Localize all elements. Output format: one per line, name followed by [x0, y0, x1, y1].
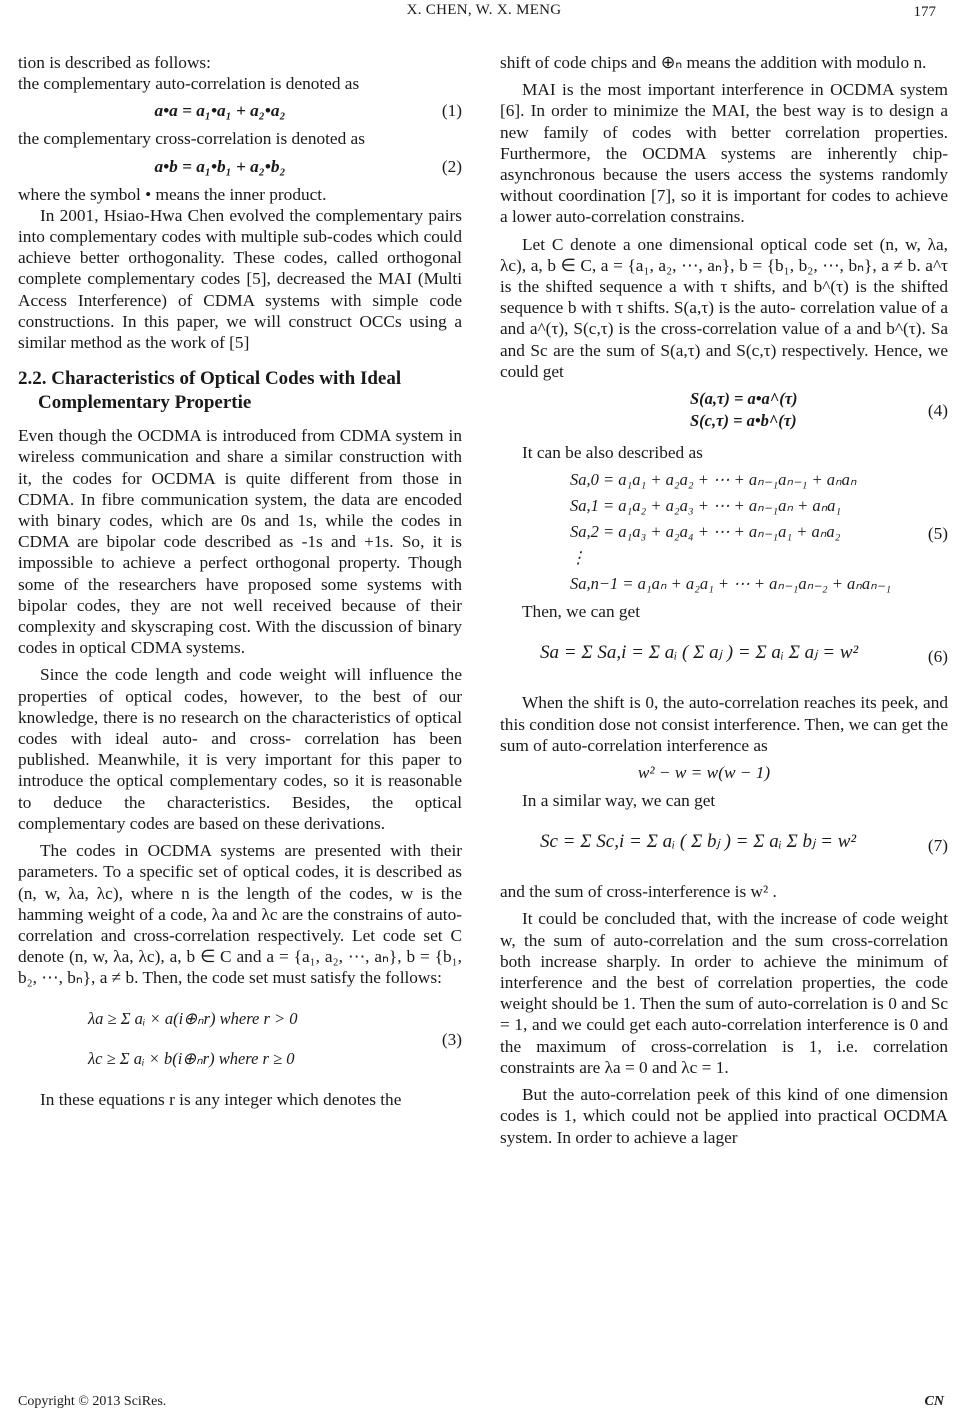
equation-body: a•b = a₁•b₁ + a₂•b₂ — [154, 156, 286, 176]
paragraph: Even though the OCDMA is introduced from CDMA system in wireless communication and share a similar construction with it, the codes for OCDMA is quite different from those in CDMA. In fibre communication system, the data are encoded with binary codes, which are 0s and 1s, while the codes in CDMA are bipolar code described as -1s and +1s. So, it is impossible to achieve a perfect orthogonal property. Though some of the researchers have proposed some systems with bipolar codes, they are not well received because of their complexity and skyscraping cost. With the discussion of binary codes in optical CDMA systems. — [18, 426, 462, 658]
equation-1 — [18, 94, 462, 128]
equation-body: Sc = Σ Sc,i = Σ aᵢ ( Σ bⱼ ) = Σ aᵢ Σ bⱼ = w² — [540, 831, 857, 853]
page-number: 177 — [913, 4, 936, 20]
running-title: X. CHEN, W. X. MENG — [406, 2, 562, 18]
paragraph: The codes in OCDMA systems are presented with their parameters. To a specific set of optical codes, it is described as (n, w, λa, λc), where n is the length of the codes, w is the hamming weight of a code, λa and λc are the constrains of auto-correlation and cross-correlation respectively. Let code set C denote (n, w, λa, λc), a, b ∈ C and a = {a₁, a₂, ⋯, aₙ}, b = {b₁, b₂, ⋯, bₙ}, a ≠ b. Then, the code set must satisfy the follows: — [18, 841, 462, 988]
paragraph: In a similar way, we can get — [522, 791, 716, 811]
equation-line: Sa,n−1 = a₁aₙ + a₂a₁ + ⋯ + aₙ₋₁aₙ₋₂ + aₙaₙ₋₁ — [570, 574, 892, 594]
equation-line: ⋮ — [570, 548, 587, 568]
equation-2 — [18, 150, 462, 184]
paragraph: where the symbol • means the inner product. — [18, 184, 327, 204]
equation-line: S(c,τ) = a•b^(τ) — [690, 411, 797, 431]
paragraph: When the shift is 0, the auto-correlation reaches its peek, and this condition dose not consist interference. Then, we can get the sum of auto-correlation interference as — [500, 693, 948, 755]
equation-number: (3) — [441, 1029, 462, 1049]
paragraph: It can be also described as — [522, 443, 703, 463]
paragraph: In these equations r is any integer which denotes the — [40, 1089, 402, 1109]
equation-5 — [500, 467, 948, 601]
paragraph: In 2001, Hsiao-Hwa Chen evolved the complementary pairs into complementary codes with multiple sub-codes which could achieve better orthogonality. These codes, called orthogonal complete complementary codes [5], decreased the MAI (Multi Access Interference) of CDMA systems with simple code constructions. In this paper, we will construct OCCs using a similar method as the work of [5] — [18, 205, 462, 353]
paragraph: the complementary auto-correlation is denoted as — [18, 74, 360, 94]
paragraph: Since the code length and code weight will influence the properties of optical codes, however, to the best of our knowledge, there is no research on the characteristics of optical codes with ideal auto- and cross- correlation has been published. Meanwhile, it is very important for this paper to introduce the optical complementary codes, so it is reasonable to deduce the characteristics. Besides, the optical complementary codes are based on these derivations. — [18, 665, 462, 833]
paragraph: tion is described as follows: — [18, 53, 211, 72]
page-header — [0, 0, 968, 30]
equation-line: λc ≥ Σ aᵢ × b(i⊕ₙr) where r ≥ 0 — [88, 1048, 295, 1068]
equation-3 — [18, 989, 462, 1089]
paragraph: the complementary cross-correlation is denoted as — [18, 129, 365, 149]
right-column — [500, 52, 948, 1148]
equation-6 — [500, 622, 948, 692]
paragraph: But the auto-correlation peek of this kind of one dimension codes is 1, which could not be applied into practical OCDMA system. In order to achieve a lager — [500, 1085, 948, 1147]
equation-line: Sa,2 = a₁a₃ + a₂a₄ + ⋯ + aₙ₋₁a₁ + aₙa₂ — [570, 522, 841, 542]
equation-body: w² − w = w(w − 1) — [637, 763, 771, 783]
equation-number: (7) — [927, 836, 948, 856]
equation-unnumbered — [500, 756, 948, 790]
equation-line: Sa,0 = a₁a₁ + a₂a₂ + ⋯ + aₙ₋₁aₙ₋₁ + aₙaₙ — [570, 470, 857, 490]
section-heading-line1: 2.2. Characteristics of Optical Codes with Ideal — [18, 368, 402, 390]
paragraph: shift of code chips and ⊕ₙ means the addition with modulo n. — [500, 53, 927, 72]
paragraph: Let C denote a one dimensional optical code set (n, w, λa, λc), a, b ∈ C, a = {a₁, a₂, ⋯, aₙ}, b = {b₁, b₂, ⋯, bₙ}, a ≠ b. a^τ is the shifted sequence a with τ shifts, and b^(τ) is the shifted sequence b with τ shifts. S(a,τ) is the auto- correlation value of a and a^(τ), S(c,τ) is the cross-correlation value of a and b^(τ). Sa and Sc are the sum of S(a,τ) and S(c,τ) respectively. Hence, we could get — [500, 234, 948, 381]
paragraph: and the sum of cross-interference is w² . — [500, 882, 777, 902]
journal-abbreviation: CN — [924, 1394, 944, 1409]
equation-number: (5) — [927, 524, 948, 544]
equation-7 — [500, 811, 948, 881]
equation-number: (4) — [927, 401, 948, 421]
equation-line: Sa,1 = a₁a₂ + a₂a₃ + ⋯ + aₙ₋₁aₙ + aₙa₁ — [570, 496, 842, 516]
equation-line: λa ≥ Σ aᵢ × a(i⊕ₙr) where r > 0 — [88, 1008, 298, 1028]
equation-number: (2) — [441, 156, 462, 176]
left-column — [18, 52, 462, 1110]
equation-number: (6) — [927, 647, 948, 667]
section-heading — [18, 367, 462, 415]
copyright: Copyright © 2013 SciRes. — [18, 1394, 167, 1409]
paragraph: Then, we can get — [522, 602, 641, 622]
equation-line: S(a,τ) = a•a^(τ) — [690, 389, 798, 409]
paragraph: It could be concluded that, with the increase of code weight w, the sum of auto-correlation and the sum cross-correlation both increase sharply. In order to achieve the minimum of interference and the best of correlation properties, the code weight should be 1. Then the sum of auto-correlation is 0 and Sc = 1, and we could get each auto-correlation interference is 0 and the maximum of cross-correlation is 1, i.e. correlation constraints are λa = 0 and λc = 1. — [500, 909, 948, 1077]
equation-number: (1) — [441, 101, 462, 121]
paragraph: MAI is the most important interference in OCDMA system [6]. In order to minimize the MAI, the best way is to design a new family of codes with better correlation properties. Furthermore, the OCDMA systems are inherently chip-asynchronous because the users access the systems randomly without coordination [7], so it is important for codes to achieve a lower auto-correlation constrains. — [500, 80, 948, 227]
section-heading-line2: Complementary Propertie — [38, 392, 252, 414]
equation-body: a•a = a₁•a₁ + a₂•a₂ — [154, 101, 286, 121]
equation-body: Sa = Σ Sa,i = Σ aᵢ ( Σ aⱼ ) = Σ aᵢ Σ aⱼ = w² — [540, 642, 859, 664]
equation-4 — [500, 382, 948, 442]
